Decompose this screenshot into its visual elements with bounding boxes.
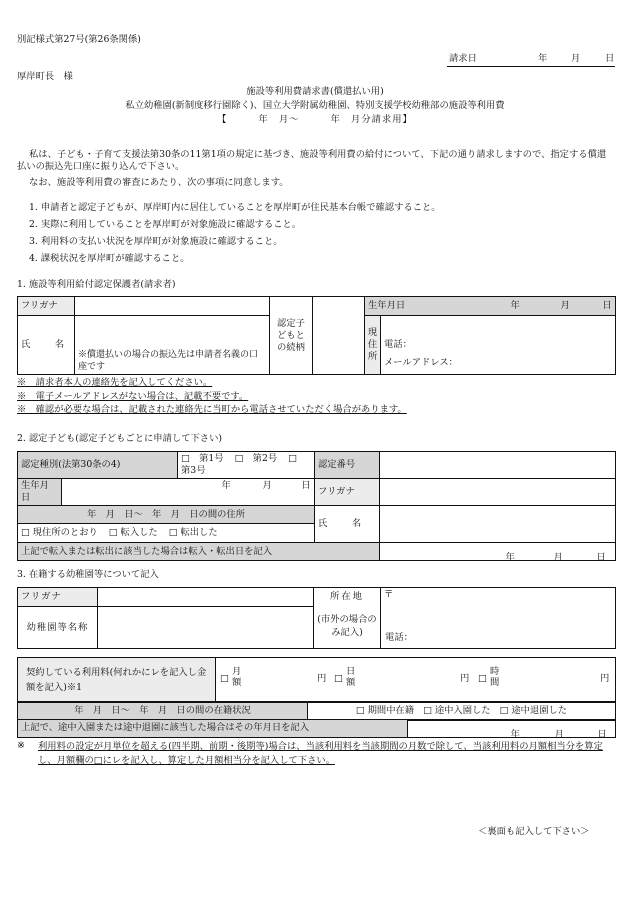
child-name-label: 氏 名 xyxy=(315,506,380,543)
move-date-label: 上記で転入または転出に該当した場合は転入・転出日を記入 xyxy=(18,543,380,561)
birthdate-label: 生年月日 xyxy=(368,299,406,311)
address-options[interactable] xyxy=(18,524,315,543)
relation-label: 認定子どもとの続柄 xyxy=(270,297,313,375)
period-address-label: 年 月 日～ 年 月 日の間の住所 xyxy=(18,506,315,524)
consent-item: 3. 利用料の支払い状況を厚岸町が対象施設に確認すること。 xyxy=(29,236,283,247)
consent-item: 1. 申請者と認定子どもが、厚岸町内に居住していることを厚岸町が住民基本台帳で確認すること。 xyxy=(29,202,441,213)
form-number: 別記様式第27号(第26条関係) xyxy=(17,34,141,45)
consent-item: 4. 課税状況を厚岸町が確認すること。 xyxy=(29,253,190,264)
section1-notes xyxy=(17,376,407,417)
monthly-label: 月額 xyxy=(232,666,242,688)
child-furigana-label: フリガナ xyxy=(315,479,380,506)
enroll-period-label: 年 月 日～ 年 月 日の間の在籍状況 xyxy=(18,703,308,721)
consent-item: 2. 実際に利用していることを厚岸町が対象施設に確認すること。 xyxy=(29,219,302,230)
request-date: 請求日 年 月 日 xyxy=(447,53,615,67)
guardian-table xyxy=(17,296,616,375)
section1-heading: 1. 施設等利用給付認定保護者(請求者) xyxy=(17,279,176,290)
guardian-furigana-field[interactable] xyxy=(75,297,270,316)
enroll-in-checkbox[interactable]: □ 途中入園した xyxy=(423,705,491,717)
guardian-furigana-label: フリガナ xyxy=(18,297,75,316)
daily-label: 日額 xyxy=(346,666,356,688)
facility-furigana-field[interactable] xyxy=(98,588,314,607)
enroll-full-checkbox[interactable]: □ 期間中在籍 xyxy=(355,705,415,717)
cert-number-field[interactable] xyxy=(380,452,616,479)
daily-checkbox[interactable]: □ xyxy=(334,673,343,684)
form-subtitle: 私立幼稚園(新制度移行園除く)、国立大学附属幼稚園、特別支援学校幼稚部の施設等利用費 xyxy=(125,100,505,111)
facility-table xyxy=(17,587,616,649)
location-field[interactable] xyxy=(381,588,616,649)
claim-period: 【 年 月～ 年 月分請求用】 xyxy=(217,114,413,125)
addressee: 厚岸町長 様 xyxy=(17,71,73,82)
cert-type-2[interactable]: □ 第2号 xyxy=(234,453,278,464)
note: ※ 確認が必要な場合は、記載された連絡先に当町から電話させていただく場合があります。 xyxy=(17,404,407,415)
enroll-out-checkbox[interactable]: □ 途中退園した xyxy=(499,705,568,717)
intro-paragraph: 私は、子ども・子育て支援法第30条の11第1項の規定に基づき、施設等利用費の給付について、下記の通り請求しますので、指定する償還払いの振込先口座に振り込んで下さい。 xyxy=(17,149,607,173)
cert-type-options[interactable] xyxy=(178,452,315,479)
facility-phone-label: 電話： xyxy=(385,632,413,643)
child-table xyxy=(17,451,616,561)
enroll-options[interactable] xyxy=(308,703,616,721)
hourly-label: 時間 xyxy=(490,666,500,688)
email-label: メールアドレス： xyxy=(384,357,458,368)
request-date-label: 請求日 xyxy=(449,53,477,64)
child-name-field[interactable] xyxy=(380,506,616,543)
facility-name-field[interactable] xyxy=(98,607,314,649)
postal-mark: 〒 xyxy=(384,589,394,600)
intro-consent: なお、施設等利用費の審査にあたり、次の事項に同意します。 xyxy=(29,177,289,188)
section3-heading: 3. 在籍する幼稚園等について記入 xyxy=(17,569,159,580)
footnote-mark: ※ xyxy=(17,740,25,751)
form-title: 施設等利用費請求書(償還払い用) xyxy=(246,86,384,97)
fee-table xyxy=(17,657,616,702)
addr-same-checkbox[interactable]: □ 現住所のとおり xyxy=(21,527,98,539)
cert-type-3[interactable]: □ 第3号 xyxy=(181,453,307,477)
monthly-checkbox[interactable]: □ xyxy=(220,673,229,684)
hourly-checkbox[interactable]: □ xyxy=(478,673,487,684)
enroll-date-table xyxy=(17,719,616,738)
consent-list xyxy=(29,199,609,267)
cert-number-label: 認定番号 xyxy=(315,452,380,479)
guardian-name-label: 氏 名 xyxy=(18,316,75,375)
back-note: ＜裏面も記入して下さい＞ xyxy=(478,826,590,837)
section2-heading: 2. 認定子ども(認定子どもごとに申請して下さい) xyxy=(17,433,223,444)
location-label: 所在地 (市外の場合のみ記入) xyxy=(314,588,381,649)
guardian-address-field[interactable] xyxy=(381,316,616,375)
facility-furigana-label: フリガナ xyxy=(18,588,98,607)
addr-out-checkbox[interactable]: □ 転出した xyxy=(168,527,218,539)
footnote: 利用料の設定が月単位を超える(四半期、前期・後期等)場合は、当該利用料を当該期間の月数で除して、当該利用料の月額相当分を算定し、月額欄の□にレを記入し、算定した月額相当分を記入して下さい。 xyxy=(38,741,603,766)
note: ※ 電子メールアドレスがない場合は、記載不要です。 xyxy=(17,390,249,402)
account-note: ※償還払いの場合の振込先は申請者名義の口座です xyxy=(78,350,259,372)
child-birthdate-label: 生年月日 xyxy=(18,479,62,505)
note: ※ 請求者本人の連絡先を記入してください。 xyxy=(17,377,213,388)
move-date-field[interactable]: 年 月 日 xyxy=(380,543,616,561)
relation-field[interactable] xyxy=(313,297,365,375)
enroll-date-field[interactable]: 年 月 日 xyxy=(408,720,616,738)
address-label: 現住所 xyxy=(365,316,381,375)
facility-name-label: 幼稚園等名称 xyxy=(18,607,98,649)
addr-in-checkbox[interactable]: □ 転入した xyxy=(108,527,158,539)
fee-amounts[interactable]: □ 月額 円 □ 日額 円 □ 時間 円 xyxy=(216,658,616,702)
cert-type-1[interactable]: □ 第1号 xyxy=(181,453,224,464)
child-birthdate[interactable]: 生年月日 年 月 日 xyxy=(18,479,315,506)
phone-label: 電話： xyxy=(384,339,412,350)
cert-type-label: 認定種別(法第30条の4) xyxy=(18,452,178,479)
fee-label: 契約している利用料(何れかにレを記入し金額を記入)※1 xyxy=(18,658,216,702)
enroll-date-label: 上記で、途中入園または途中退園に該当した場合はその年月日を記入 xyxy=(18,720,408,738)
child-furigana-field[interactable] xyxy=(380,479,616,506)
guardian-name-field[interactable] xyxy=(75,316,270,375)
guardian-birthdate[interactable]: 生年月日 年 月 日 xyxy=(365,297,616,316)
